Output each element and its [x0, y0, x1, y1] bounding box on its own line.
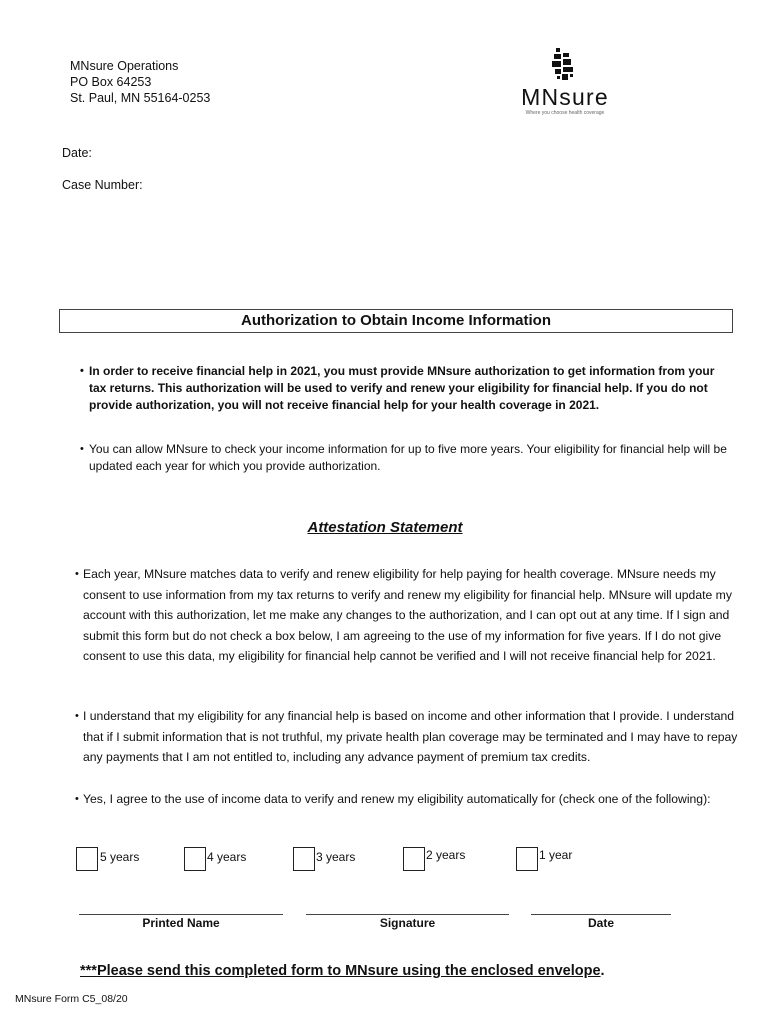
option-1-year-label: 1 year: [539, 848, 573, 862]
option-3-years-label: 3 years: [316, 850, 356, 864]
date-line[interactable]: [531, 914, 671, 915]
intro-bullet-2-text: You can allow MNsure to check your income information for up to five more years. Your eligibility for financial help will be updated each year for which you provide authorization.: [89, 442, 727, 473]
attestation-paragraph-2-text: I understand that my eligibility for any financial help is based on income and other information that I provide. I understand that if I submit information that is not truthful, my private health plan coverage may be terminated and I may have to repay any payments that I am not entitled to, including any advance payment of premium tax credits.: [83, 709, 738, 764]
sender-name: MNsure Operations: [70, 59, 179, 73]
date-signature-label: Date: [587, 916, 614, 930]
checkbox-2-years[interactable]: [403, 847, 425, 871]
checkbox-3-years[interactable]: [293, 847, 315, 871]
printed-name-line[interactable]: [79, 914, 283, 915]
mailing-instruction-prefix: ***: [80, 963, 97, 979]
printed-name-label: Printed Name: [142, 916, 220, 930]
bullet-icon: •: [80, 443, 84, 455]
attestation-paragraph-2: [75, 706, 751, 768]
logo-tagline: Where you choose health coverage: [525, 110, 605, 116]
bullet-icon: •: [75, 793, 79, 805]
mailing-instruction-text: Please send this completed form to MNsure using the enclosed envelope: [96, 963, 601, 979]
intro-bullet-1: [80, 363, 719, 414]
form-id: MNsure Form C5_08/20: [15, 993, 128, 1005]
sender-city-state-zip: St. Paul, MN 55164-0253: [70, 91, 211, 105]
form-title: Authorization to Obtain Income Information: [59, 309, 733, 333]
mailing-instruction-suffix: .: [600, 963, 605, 979]
logo-wordmark: MNsure: [521, 84, 609, 110]
mailing-instruction: [80, 963, 605, 979]
option-2-years-label: 2 years: [426, 848, 466, 862]
case-number-label: Case Number:: [62, 178, 143, 192]
mnsure-logo-mark-icon: [552, 48, 574, 84]
option-4-years-label: 4 years: [207, 850, 247, 864]
date-label: Date:: [62, 146, 92, 160]
attestation-paragraph-1: [75, 564, 751, 667]
checkbox-1-year[interactable]: [516, 847, 538, 871]
option-5-years-label: 5 years: [100, 850, 140, 864]
signature-line[interactable]: [306, 914, 509, 915]
bullet-icon: •: [80, 365, 84, 377]
intro-bullet-2: [80, 441, 729, 475]
intro-bullet-1-text: In order to receive financial help in 2021, you must provide MNsure authorization to get information from your tax returns. This authorization will be used to verify and renew your eligibility for financial help. If you do not provide authorization, you will not receive financial help for your health coverage in 2021.: [89, 364, 715, 412]
attestation-title: Attestation Statement: [307, 519, 463, 536]
attestation-paragraph-3: [75, 789, 763, 810]
checkbox-5-years[interactable]: [76, 847, 98, 871]
attestation-paragraph-1-text: Each year, MNsure matches data to verify and renew eligibility for help paying for health coverage. MNsure needs my consent to use information from my tax returns to verify and renew my eligibility for financial help. MNsure will update my account with this authorization, let me make any changes to the authorization, and I can opt out at any time. If I sign and submit this form but do not check a box below, I am agreeing to the use of my information for five years. If I do not give consent to use this data, my eligibility for financial help cannot be verified and I will not receive financial help for 2021.: [83, 567, 732, 663]
year-options: [0, 845, 770, 873]
sender-po-box: PO Box 64253: [70, 75, 152, 89]
checkbox-4-years[interactable]: [184, 847, 206, 871]
sender-address: [70, 58, 210, 106]
bullet-icon: •: [75, 710, 79, 722]
signature-label: Signature: [379, 916, 436, 930]
attestation-paragraph-3-text: Yes, I agree to the use of income data to verify and renew my eligibility automatically for (check one of the following):: [83, 792, 711, 806]
bullet-icon: •: [75, 568, 79, 580]
mnsure-logo: [515, 48, 615, 120]
